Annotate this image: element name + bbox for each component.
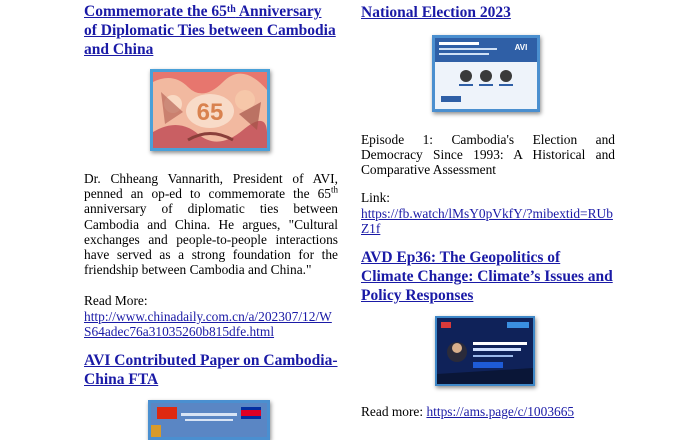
article-heading-national-election[interactable]: National Election 2023 <box>361 4 511 21</box>
fta-paper-image <box>148 400 270 440</box>
climate-webinar-illustration <box>437 318 533 384</box>
election-episode-description: Episode 1: Cambodia's Election and Democracy Since 1993: A Historical and Comparative Assessment <box>361 132 615 178</box>
speaker-avatar <box>500 70 512 82</box>
china-flag-icon <box>157 407 177 419</box>
anniversary-illustration <box>153 72 267 148</box>
anniversary-number-text: 65 <box>196 99 224 126</box>
avi-logo-text: AVI <box>514 43 528 52</box>
climate-episode-image <box>435 316 535 386</box>
anniversary-65-image <box>150 69 270 151</box>
chinadaily-link[interactable]: http://www.chinadaily.com.cn/a/202307/12/WS64adec76a31035260b815dfe.html <box>84 309 332 340</box>
climate-read-more-line: Read more: https://ams.page/c/1003665 <box>361 404 575 419</box>
link-label: Link: <box>361 190 391 205</box>
article-heading-avd-ep36[interactable]: AVD Ep36: The Geopolitics of Climate Change: Climate’s Issues and Policy Responses <box>361 249 613 304</box>
fta-cover-illustration <box>151 403 267 437</box>
chinadaily-link-paragraph <box>84 309 338 339</box>
speaker-avatar <box>460 70 472 82</box>
facebook-watch-link[interactable]: https://fb.watch/lMsY0pVkfY/?mibextid=RUbZ1f <box>361 206 613 237</box>
article-heading-cambodia-china-fta[interactable]: AVI Contributed Paper on Cambodia-China FTA <box>84 352 338 388</box>
election-webinar-illustration <box>435 38 537 109</box>
read-more-label: Read More: <box>84 293 148 308</box>
ams-page-link[interactable]: https://ams.page/c/1003665 <box>426 404 575 419</box>
anniversary-article-body: Dr. Chheang Vannarith, President of AVI, penned an op-ed to commemorate the 65th anniversary of diplomatic ties between Cambodia and China. He argues, "Cultural exchanges and people-to-people interactions have served as a strong foundation for the friendship between Cambodia and China." <box>84 171 338 278</box>
speaker-avatar <box>480 70 492 82</box>
election-episode-image <box>432 35 540 112</box>
facebook-link-paragraph <box>361 206 615 236</box>
article-heading-65th-anniversary[interactable]: Commemorate the 65th Anniversary of Diplomatic Ties between Cambodia and China <box>84 3 336 58</box>
